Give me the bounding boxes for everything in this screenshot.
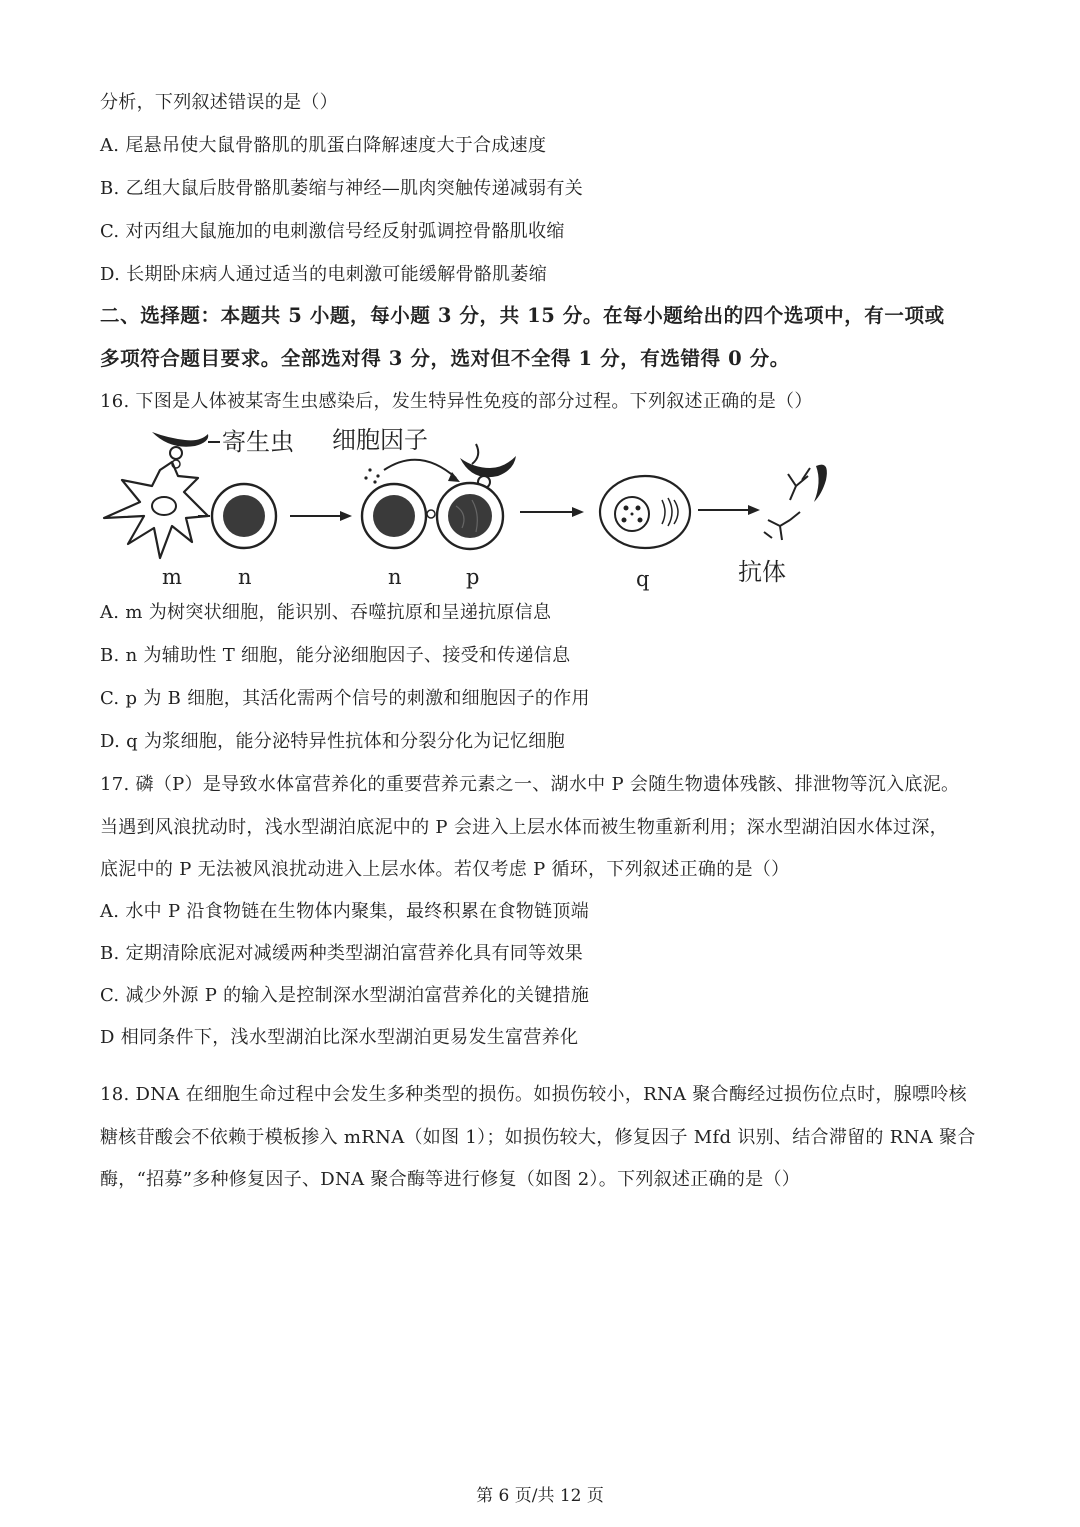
label-n-1: n <box>238 565 252 589</box>
cytokine-label: 细胞因子 <box>332 426 428 454</box>
label-m: m <box>162 565 182 589</box>
question-16-stem: 16. 下图是人体被某寄生虫感染后，发生特异性免疫的部分过程。下列叙述正确的是（） <box>100 391 813 412</box>
antibody-icon <box>764 465 827 540</box>
parasite-label: 寄生虫 <box>222 428 294 456</box>
dendritic-cell-m <box>104 460 208 558</box>
q17-option-c: C. 减少外源 P 的输入是控制深水型湖泊富营养化的关键措施 <box>100 985 590 1006</box>
antibody-label: 抗体 <box>738 558 786 586</box>
q17-option-a: A. 水中 P 沿食物链在生物体内聚集，最终积累在食物链顶端 <box>100 901 589 922</box>
question-17-line-3: 底泥中的 P 无法被风浪扰动进入上层水体。若仅考虑 P 循环，下列叙述正确的是（） <box>100 859 790 880</box>
page-footer: 第 6 页/共 12 页 <box>476 1486 604 1506</box>
question-18-line-3: 酶，“招募”多种修复因子、DNA 聚合酶等进行修复（如图 2）。下列叙述正确的是（） <box>100 1169 801 1190</box>
cell-n-2 <box>362 484 426 548</box>
section-heading-line-2: 多项符合题目要求。全部选对得 3 分，选对但不全得 1 分，有选错得 0 分。 <box>100 347 790 370</box>
q15-option-a: A. 尾悬吊使大鼠骨骼肌的肌蛋白降解速度大于合成速度 <box>100 135 547 156</box>
section-heading-line-1: 二、选择题：本题共 5 小题，每小题 3 分，共 15 分。在每小题给出的四个选项中，有一项或 <box>100 304 945 327</box>
cell-p <box>437 483 503 549</box>
plasma-cell-q <box>600 476 690 548</box>
q17-option-d: D 相同条件下，浅水型湖泊比深水型湖泊更易发生富营养化 <box>100 1027 579 1048</box>
q16-option-a: A. m 为树突状细胞，能识别、吞噬抗原和呈递抗原信息 <box>100 602 552 623</box>
question-17-line-2: 当遇到风浪扰动时，浅水型湖泊底泥中的 P 会进入上层水体而被生物重新利用；深水型湖泊因水体过深， <box>100 817 948 838</box>
label-p: p <box>466 565 480 589</box>
question-18-line-1: 18. DNA 在细胞生命过程中会发生多种类型的损伤。如损伤较小，RNA 聚合酶经过损伤位点时，腺嘌呤核 <box>100 1084 967 1105</box>
cytokine-dots <box>364 468 379 483</box>
q15-option-d: D. 长期卧床病人通过适当的电刺激可能缓解骨骼肌萎缩 <box>100 264 548 285</box>
label-n-2: n <box>388 565 402 589</box>
q17-option-b: B. 定期清除底泥对减缓两种类型湖泊富营养化具有同等效果 <box>100 943 584 964</box>
label-q: q <box>636 567 650 591</box>
q15-option-b: B. 乙组大鼠后肢骨骼肌萎缩与神经—肌肉突触传递减弱有关 <box>100 178 584 199</box>
question-15-stem-end: 分析，下列叙述错误的是（） <box>100 92 338 113</box>
parasite-icon-right <box>460 444 516 488</box>
q15-option-c: C. 对丙组大鼠施加的电刺激信号经反射弧调控骨骼肌收缩 <box>100 221 565 242</box>
question-18-line-2: 糖核苷酸会不依赖于模板掺入 mRNA（如图 1）；如损伤较大，修复因子 Mfd 识别、结合滞留的 RNA 聚合 <box>100 1127 976 1148</box>
immune-process-figure <box>100 420 880 595</box>
q16-option-c: C. p 为 B 细胞，其活化需两个信号的刺激和细胞因子的作用 <box>100 688 590 709</box>
question-17-line-1: 17. 磷（P）是导致水体富营养化的重要营养元素之一、湖水中 P 会随生物遗体残骸、排泄物等沉入底泥。 <box>100 774 960 795</box>
cell-n-1 <box>212 484 276 548</box>
q16-option-b: B. n 为辅助性 T 细胞，能分泌细胞因子、接受和传递信息 <box>100 645 571 666</box>
parasite-icon-left <box>152 432 208 459</box>
q16-option-d: D. q 为浆细胞，能分泌特异性抗体和分裂分化为记忆细胞 <box>100 731 565 752</box>
